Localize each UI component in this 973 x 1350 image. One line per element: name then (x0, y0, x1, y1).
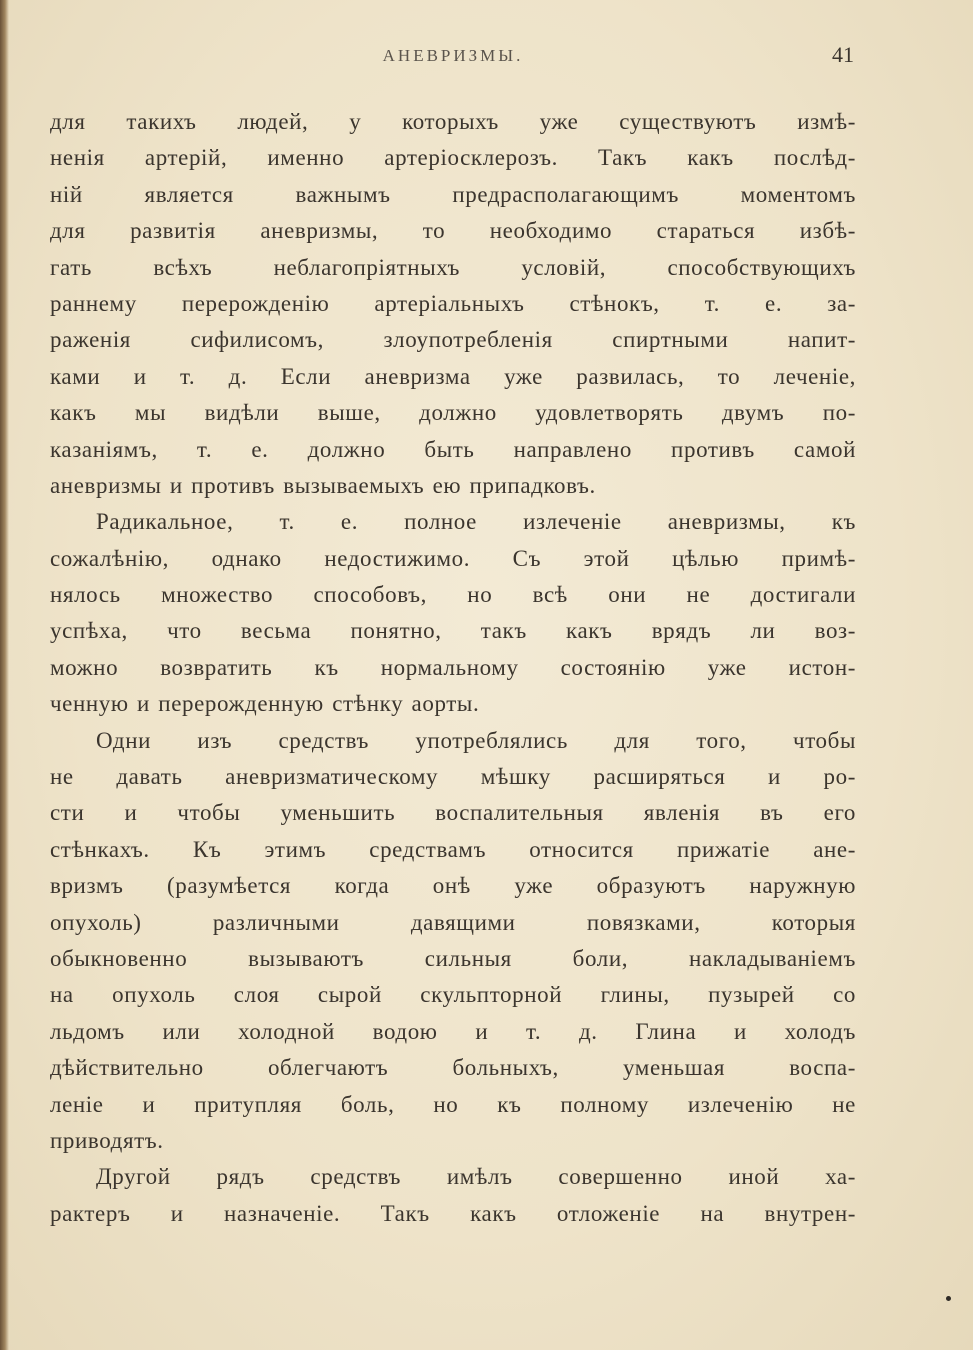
text-line: сожалѣнію, однако недостижимо. Съ этой цѣлью примѣ- (50, 545, 856, 571)
page-number: 41 (832, 42, 854, 67)
text-line: успѣха, что весьма понятно, такъ какъ врядъ ли воз- (50, 618, 856, 644)
text-line: раннему перерожденію артеріальныхъ стѣнокъ, т. е. за- (50, 290, 856, 316)
text-line: рактеръ и назначеніе. Такъ какъ отложеніе на внутрен- (50, 1200, 856, 1226)
text-line: дѣйствительно облегчаютъ больныхъ, уменьшая воспа- (50, 1055, 856, 1081)
text-line: какъ мы видѣли выше, должно удовлетворять двумъ по- (50, 400, 856, 426)
text-line: стѣнкахъ. Къ этимъ средствамъ относится прижатіе ане- (50, 836, 856, 862)
text-line: для развитія аневризмы, то необходимо стараться избѣ- (50, 218, 856, 244)
text-line: гать всѣхъ неблагопріятныхъ условій, способствующихъ (50, 254, 856, 280)
text-line: для такихъ людей, у которыхъ уже существуютъ измѣ- (50, 109, 856, 134)
text-line: ненія артерій, именно артеріосклерозъ. Такъ какъ послѣд- (50, 145, 856, 171)
text-line: можно возвратить къ нормальному состоянію уже истон- (50, 654, 856, 680)
text-line: вризмъ (разумѣется когда онѣ уже образуютъ наружную (50, 873, 856, 899)
text-line: раженія сифилисомъ, злоупотребленія спиртными напит- (50, 327, 856, 353)
text-line: обыкновенно вызываютъ сильныя боли, накладываніемъ (50, 945, 856, 971)
paragraph-start-line: Одни изъ средствъ употреблялись для того, чтобы (96, 727, 856, 753)
text-line: приводятъ. (50, 1127, 164, 1153)
paragraph-start-line: Радикальное, т. е. полное излеченіе аневризмы, къ (96, 509, 856, 535)
binding-edge (0, 0, 9, 1350)
text-line: ченную и перерожденную стѣнку аорты. (50, 691, 480, 717)
text-line: ками и т. д. Если аневризма уже развилась, то леченіе, (50, 363, 856, 389)
running-title: АНЕВРИЗМЫ. (382, 46, 524, 65)
text-line: льдомъ или холодной водою и т. д. Глина и холодъ (50, 1018, 856, 1044)
text-line: не давать аневризматическому мѣшку расширяться и ро- (50, 764, 856, 790)
text-line: казаніямъ, т. е. должно быть направлено противъ самой (50, 436, 856, 462)
text-line: леніе и притупляя боль, но къ полному излеченію не (50, 1091, 856, 1117)
body-text (50, 104, 856, 1232)
text-line: сти и чтобы уменьшить воспалительныя явленія въ его (50, 800, 856, 826)
text-line: на опухоль слоя сырой скульпторной глины, пузырей со (50, 982, 856, 1008)
text-line: нялось множество способовъ, но всѣ они не достигали (50, 582, 856, 608)
text-line: аневризмы и противъ вызываемыхъ ею припадковъ. (50, 472, 596, 498)
text-line: опухоль) различными давящими повязками, которыя (50, 909, 856, 935)
text-line: ній является важнымъ предрасполагающимъ моментомъ (50, 181, 856, 207)
paragraph-start-line: Другой рядъ средствъ имѣлъ совершенно иной ха- (96, 1164, 856, 1190)
page-header (52, 42, 854, 72)
ink-speck (946, 1296, 951, 1301)
